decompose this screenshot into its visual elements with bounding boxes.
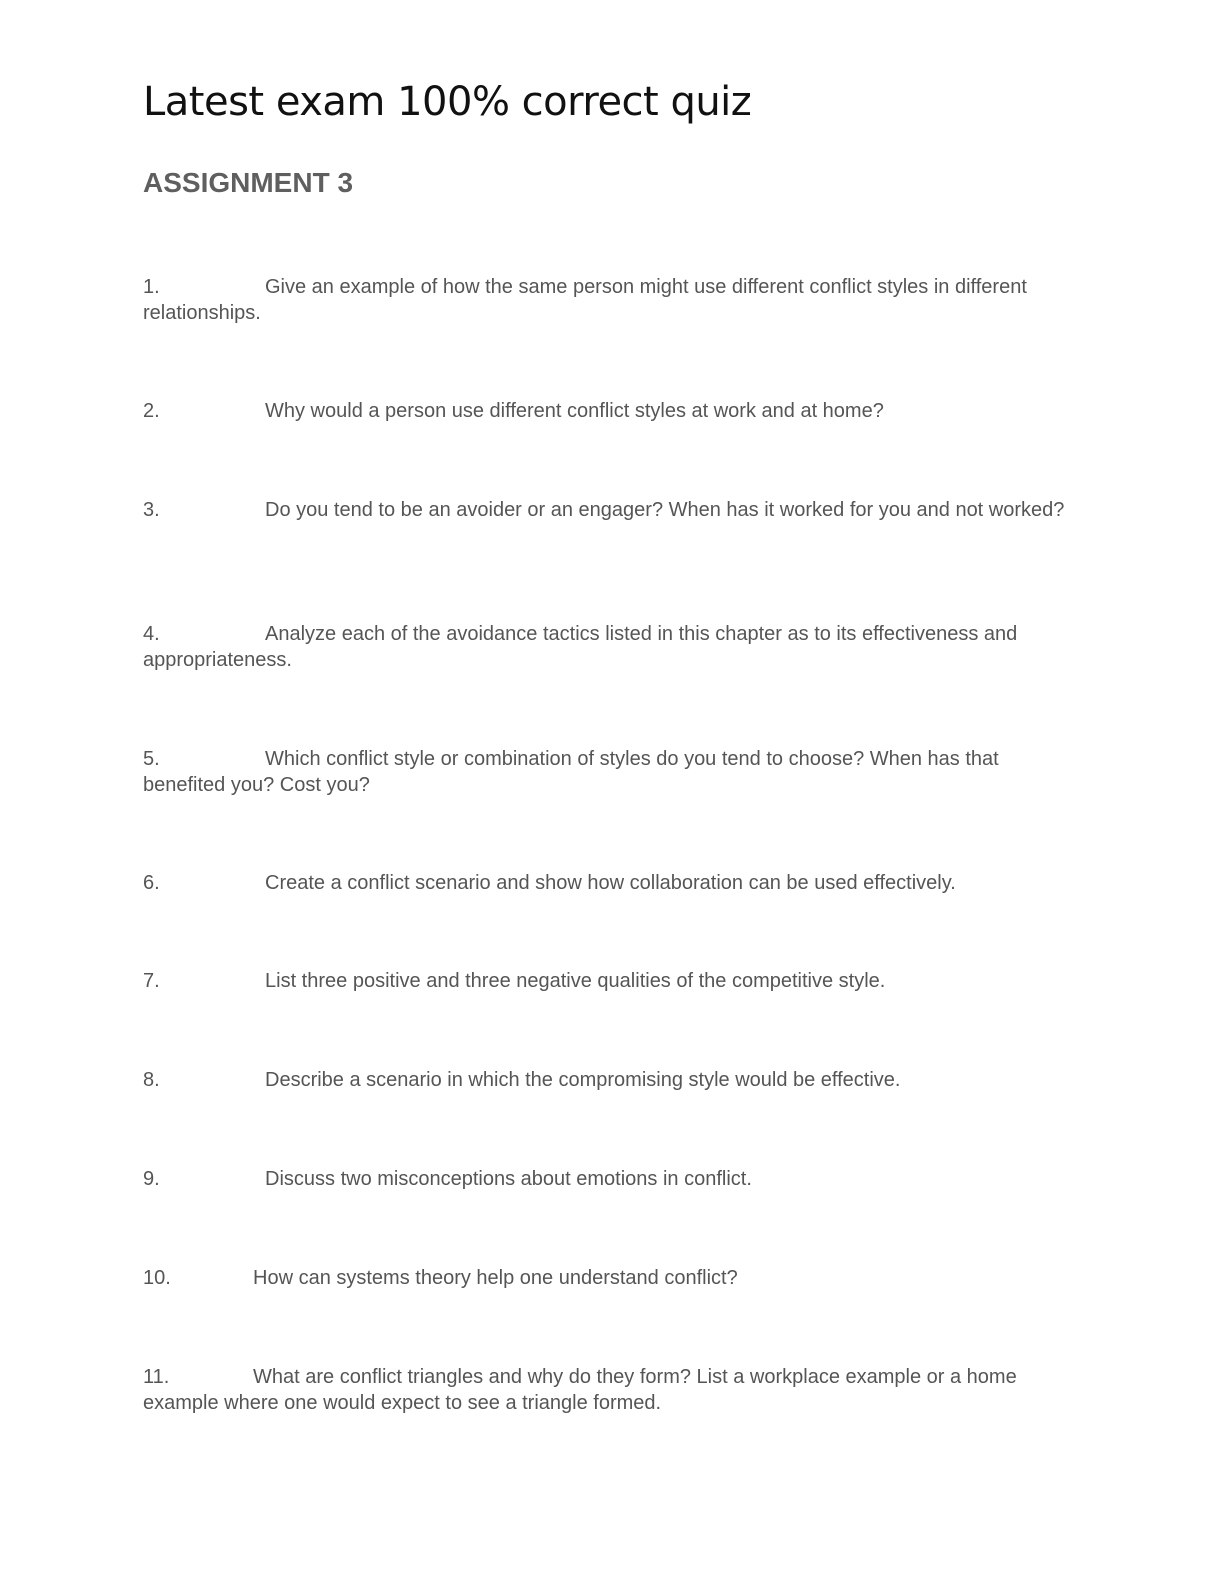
question-number: 2. bbox=[143, 400, 160, 422]
question-item bbox=[143, 1067, 1073, 1093]
question-number: 7. bbox=[143, 970, 160, 992]
question-text: How can systems theory help one understand conflict? bbox=[253, 1267, 738, 1289]
question-item bbox=[143, 1364, 1073, 1416]
question-item bbox=[143, 968, 1073, 994]
question-number: 6. bbox=[143, 872, 160, 894]
question-text: What are conflict triangles and why do they form? List a workplace example or a home example where one would expect to see a triangle formed. bbox=[143, 1366, 1017, 1414]
question-text: Do you tend to be an avoider or an engager? When has it worked for you and not worked? bbox=[265, 499, 1065, 521]
question-number: 5. bbox=[143, 748, 160, 770]
question-item bbox=[143, 274, 1073, 326]
question-item bbox=[143, 870, 1073, 896]
assignment-heading: ASSIGNMENT 3 bbox=[143, 167, 354, 198]
question-text: Discuss two misconceptions about emotions in conflict. bbox=[265, 1168, 752, 1190]
question-number: 10. bbox=[143, 1267, 171, 1289]
question-item bbox=[143, 398, 1073, 424]
question-number: 1. bbox=[143, 276, 160, 298]
question-number: 3. bbox=[143, 499, 160, 521]
question-text: Which conflict style or combination of styles do you tend to choose? When has that benefited you? Cost you? bbox=[143, 748, 999, 796]
document-title: Latest exam 100% correct quiz bbox=[143, 79, 752, 125]
question-number: 9. bbox=[143, 1168, 160, 1190]
question-text: Give an example of how the same person might use different conflict styles in different relationships. bbox=[143, 276, 1027, 324]
question-text: Describe a scenario in which the compromising style would be effective. bbox=[265, 1069, 901, 1091]
question-number: 4. bbox=[143, 623, 160, 645]
question-item bbox=[143, 1265, 1073, 1291]
question-text: Analyze each of the avoidance tactics listed in this chapter as to its effectiveness and appropriateness. bbox=[143, 623, 1018, 671]
question-item bbox=[143, 621, 1073, 673]
question-item bbox=[143, 1166, 1073, 1192]
question-item bbox=[143, 746, 1073, 798]
question-number: 8. bbox=[143, 1069, 160, 1091]
question-text: Why would a person use different conflict styles at work and at home? bbox=[265, 400, 884, 422]
question-number: 11. bbox=[143, 1366, 170, 1388]
question-text: Create a conflict scenario and show how collaboration can be used effectively. bbox=[265, 872, 956, 894]
question-item bbox=[143, 497, 1073, 523]
question-text: List three positive and three negative qualities of the competitive style. bbox=[265, 970, 886, 992]
